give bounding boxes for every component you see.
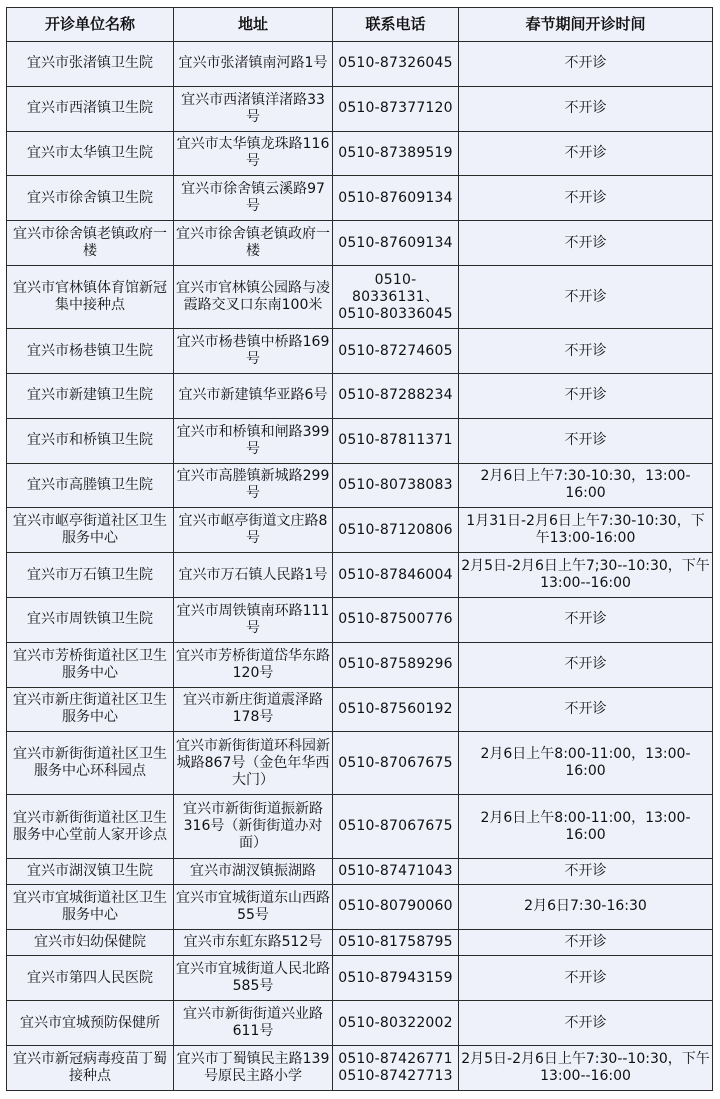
table-row [7, 795, 713, 858]
table-row [7, 1001, 713, 1046]
hours-cell: 不开诊 [459, 929, 713, 955]
clinic-name-cell: 宜兴市第四人民医院 [7, 956, 174, 1001]
hours-cell: 2月6日上午7:30-10:30，13:00-16:00 [459, 463, 713, 508]
clinic-name-cell: 宜兴市杨巷镇卫生院 [7, 329, 174, 374]
phone-cell: 0510-87609134 [333, 221, 459, 266]
address-cell: 宜兴市太华镇龙珠路116号 [174, 131, 333, 176]
table-header-row [7, 8, 713, 42]
clinic-name-cell: 宜兴市宜城预防保健所 [7, 1001, 174, 1046]
phone-cell: 0510-87067675 [333, 732, 459, 795]
phone-cell: 0510-80790060 [333, 885, 459, 930]
clinic-name-cell: 宜兴市官林镇体育馆新冠集中接种点 [7, 265, 174, 328]
phone-cell: 0510-87943159 [333, 956, 459, 1001]
table-row [7, 418, 713, 463]
clinic-name-cell: 宜兴市新庄街道社区卫生服务中心 [7, 687, 174, 732]
clinic-name-cell: 宜兴市徐舍镇老镇政府一楼 [7, 221, 174, 266]
clinic-name-cell: 宜兴市新冠病毒疫苗丁蜀接种点 [7, 1045, 174, 1090]
address-cell: 宜兴市西渚镇洋渚路33号 [174, 86, 333, 131]
address-cell: 宜兴市岖亭街道文庄路8号 [174, 508, 333, 553]
address-cell: 宜兴市徐舍镇云溪路97号 [174, 176, 333, 221]
hours-cell: 不开诊 [459, 131, 713, 176]
hours-cell: 不开诊 [459, 329, 713, 374]
clinic-name-cell: 宜兴市妇幼保健院 [7, 929, 174, 955]
table-row [7, 463, 713, 508]
hours-cell: 2月5日-2月6日上午7:30--10:30，下午13:00--16:00 [459, 1045, 713, 1090]
address-cell: 宜兴市丁蜀镇民主路139号原民主路小学 [174, 1045, 333, 1090]
table-row [7, 687, 713, 732]
address-cell: 宜兴市张渚镇南河路1号 [174, 42, 333, 87]
address-cell: 宜兴市官林镇公园路与凌霞路交叉口东南100米 [174, 265, 333, 328]
hours-cell: 不开诊 [459, 265, 713, 328]
phone-cell: 0510-87326045 [333, 42, 459, 87]
address-cell: 宜兴市万石镇人民路1号 [174, 553, 333, 598]
address-cell: 宜兴市新庄街道震泽路178号 [174, 687, 333, 732]
hours-cell: 不开诊 [459, 221, 713, 266]
table-row [7, 265, 713, 328]
clinic-name-cell: 宜兴市西渚镇卫生院 [7, 86, 174, 131]
phone-cell: 0510-87471043 [333, 858, 459, 884]
hours-cell: 2月6日7:30-16:30 [459, 885, 713, 930]
phone-cell: 0510-87609134 [333, 176, 459, 221]
table-row [7, 329, 713, 374]
hours-cell: 2月5日-2月6日上午7;30--10:30，下午13:00--16:00 [459, 553, 713, 598]
column-header-hours: 春节期间开诊时间 [459, 8, 713, 42]
address-cell: 宜兴市新街街道兴业路611号 [174, 1001, 333, 1046]
address-cell: 宜兴市新街街道环科园新城路867号（金色年华西大门） [174, 732, 333, 795]
address-cell: 宜兴市周铁镇南环路111号 [174, 597, 333, 642]
address-cell: 宜兴市高塍镇新城路299号 [174, 463, 333, 508]
address-cell: 宜兴市杨巷镇中桥路169号 [174, 329, 333, 374]
hours-cell: 不开诊 [459, 642, 713, 687]
clinic-name-cell: 宜兴市新街街道社区卫生服务中心堂前人家开诊点 [7, 795, 174, 858]
hours-cell: 不开诊 [459, 1001, 713, 1046]
phone-cell: 0510-87389519 [333, 131, 459, 176]
table-row [7, 732, 713, 795]
hours-cell: 不开诊 [459, 956, 713, 1001]
table-row [7, 553, 713, 598]
phone-cell: 0510-87589296 [333, 642, 459, 687]
clinic-name-cell: 宜兴市宜城街道社区卫生服务中心 [7, 885, 174, 930]
address-cell: 宜兴市宜城街道东山西路55号 [174, 885, 333, 930]
hours-cell: 2月6日上午8:00-11:00，13:00-16:00 [459, 795, 713, 858]
address-cell: 宜兴市湖汊镇振湖路 [174, 858, 333, 884]
hours-cell: 2月6日上午8:00-11:00，13:00-16:00 [459, 732, 713, 795]
clinic-name-cell: 宜兴市徐舍镇卫生院 [7, 176, 174, 221]
table-row [7, 956, 713, 1001]
phone-cell: 0510-87426771 0510-87427713 [333, 1045, 459, 1090]
address-cell: 宜兴市新建镇华亚路6号 [174, 373, 333, 418]
clinic-name-cell: 宜兴市太华镇卫生院 [7, 131, 174, 176]
hours-cell: 不开诊 [459, 687, 713, 732]
address-cell: 宜兴市新街街道振新路316号（新街街道办对面） [174, 795, 333, 858]
table-row [7, 42, 713, 87]
table-row [7, 885, 713, 930]
table-row [7, 508, 713, 553]
clinic-name-cell: 宜兴市岖亭街道社区卫生服务中心 [7, 508, 174, 553]
phone-cell: 0510-80322002 [333, 1001, 459, 1046]
phone-cell: 0510-80738083 [333, 463, 459, 508]
clinic-name-cell: 宜兴市张渚镇卫生院 [7, 42, 174, 87]
phone-cell: 0510-87120806 [333, 508, 459, 553]
address-cell: 宜兴市和桥镇和闸路399号 [174, 418, 333, 463]
table-row [7, 373, 713, 418]
phone-cell: 0510-87560192 [333, 687, 459, 732]
clinic-name-cell: 宜兴市和桥镇卫生院 [7, 418, 174, 463]
address-cell: 宜兴市芳桥街道岱华东路120号 [174, 642, 333, 687]
clinic-name-cell: 宜兴市新街街道社区卫生服务中心环科园点 [7, 732, 174, 795]
clinic-name-cell: 宜兴市高塍镇卫生院 [7, 463, 174, 508]
table-row [7, 176, 713, 221]
address-cell: 宜兴市东虹东路512号 [174, 929, 333, 955]
phone-cell: 0510-87377120 [333, 86, 459, 131]
column-header-address: 地址 [174, 8, 333, 42]
hours-cell: 不开诊 [459, 858, 713, 884]
clinic-schedule-table [6, 7, 713, 1091]
table-row [7, 131, 713, 176]
phone-cell: 0510-87067675 [333, 795, 459, 858]
clinic-name-cell: 宜兴市周铁镇卫生院 [7, 597, 174, 642]
phone-cell: 0510-80336131、0510-80336045 [333, 265, 459, 328]
phone-cell: 0510-87811371 [333, 418, 459, 463]
table-row [7, 929, 713, 955]
column-header-name: 开诊单位名称 [7, 8, 174, 42]
hours-cell: 不开诊 [459, 176, 713, 221]
table-row [7, 1045, 713, 1090]
phone-cell: 0510-87288234 [333, 373, 459, 418]
phone-cell: 0510-81758795 [333, 929, 459, 955]
clinic-name-cell: 宜兴市芳桥街道社区卫生服务中心 [7, 642, 174, 687]
address-cell: 宜兴市徐舍镇老镇政府一楼 [174, 221, 333, 266]
table-row [7, 642, 713, 687]
phone-cell: 0510-87274605 [333, 329, 459, 374]
clinic-schedule-sheet [6, 7, 712, 1091]
table-row [7, 597, 713, 642]
clinic-name-cell: 宜兴市湖汊镇卫生院 [7, 858, 174, 884]
hours-cell: 不开诊 [459, 597, 713, 642]
table-row [7, 858, 713, 884]
clinic-name-cell: 宜兴市万石镇卫生院 [7, 553, 174, 598]
hours-cell: 1月31日-2月6日上午7:30-10:30，下午13:00-16:00 [459, 508, 713, 553]
phone-cell: 0510-87846004 [333, 553, 459, 598]
phone-cell: 0510-87500776 [333, 597, 459, 642]
address-cell: 宜兴市宜城街道人民北路585号 [174, 956, 333, 1001]
column-header-phone: 联系电话 [333, 8, 459, 42]
clinic-name-cell: 宜兴市新建镇卫生院 [7, 373, 174, 418]
hours-cell: 不开诊 [459, 42, 713, 87]
hours-cell: 不开诊 [459, 373, 713, 418]
table-row [7, 221, 713, 266]
table-row [7, 86, 713, 131]
hours-cell: 不开诊 [459, 418, 713, 463]
hours-cell: 不开诊 [459, 86, 713, 131]
